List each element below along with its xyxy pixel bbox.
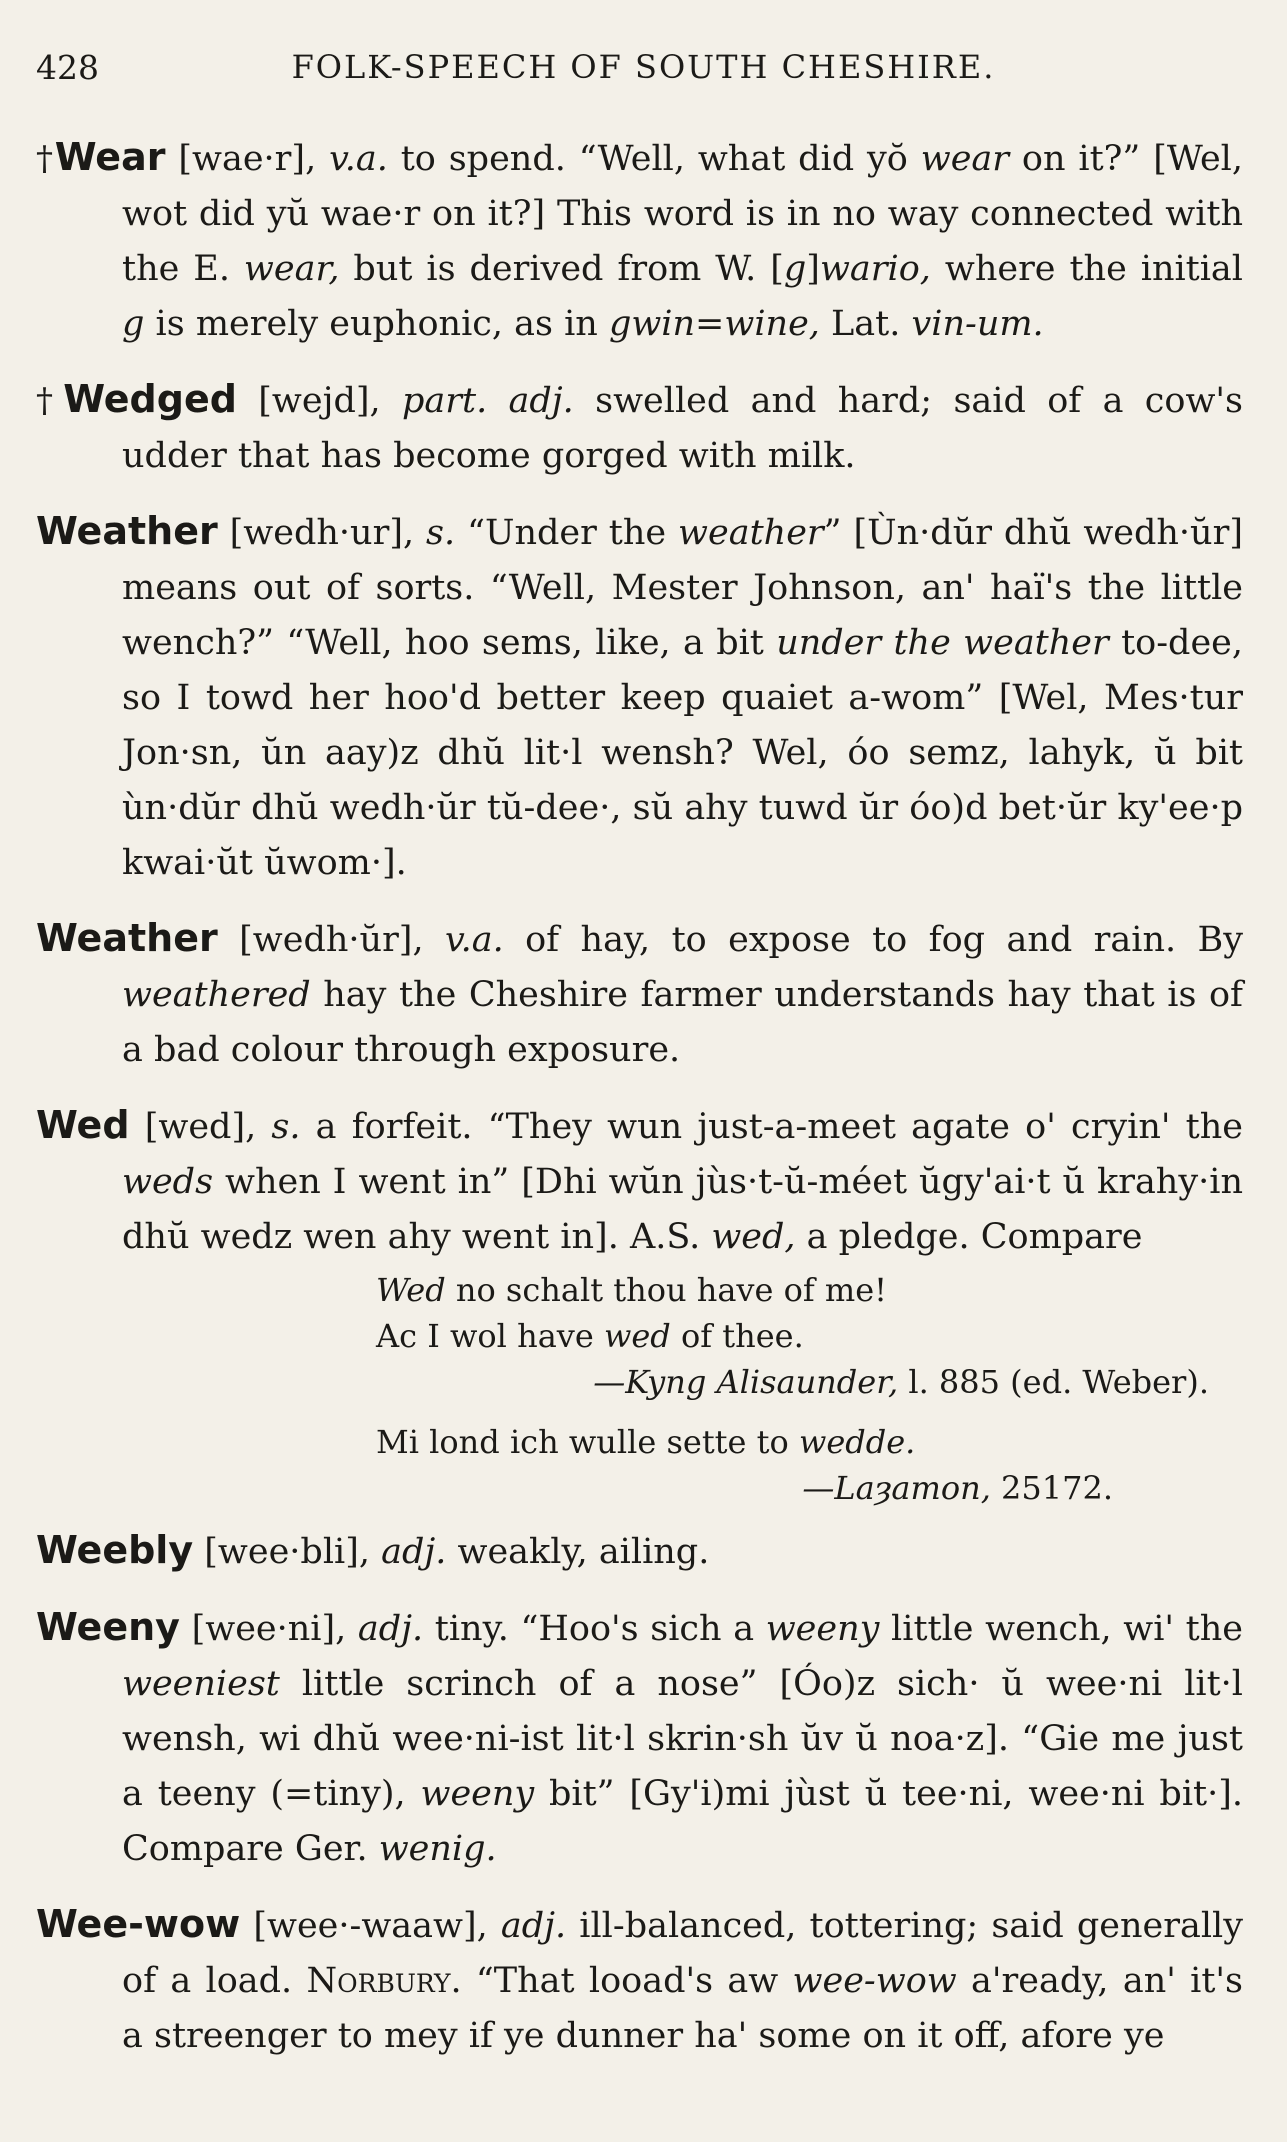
entry-wed: Wed [wed], s. a forfeit. “They wun just-a-meet agate o' cryin' the weds when I went in” [Dhi wŭn jùs·t-ŭ-méet ŭgy'ai·t ŭ krahy·in dhŭ wedz wen ahy went in]. A.S. wed, a pledge. Compare xyxy=(36,1103,1243,1257)
headword: Wedged xyxy=(63,377,237,421)
entry-weather-verb: Weather [wedh·ŭr], v.a. of hay, to expose to fog and rain. By weathered hay the Cheshire farmer understands hay that is of a bad colour through exposure. xyxy=(36,916,1243,1070)
headword: Weeny xyxy=(36,1605,180,1649)
quotation-kyng-alisaunder xyxy=(36,1267,1243,1511)
entries xyxy=(36,130,1243,2084)
headword: Weather xyxy=(36,916,218,960)
entry-wee-wow: Wee-wow [wee·-waaw], adj. ill-balanced, tottering; said generally of a load. Norbury. “That looad's aw wee-wow a'ready, an' it's a streenger to mey if ye dunner ha' some on it off, afore ye xyxy=(36,1902,1244,2056)
entry-weeny: Weeny [wee·ni], adj. tiny. “Hoo's sich a weeny little wench, wi' the weeniest little scrinch of a nose” [Óo)z sich· ŭ wee·ni lit·l wensh, wi dhŭ wee·ni-ist lit·l skrin·sh ŭv ŭ noa·z]. “Gie me just a teeny (=tiny), weeny bit” [Gy'i)mi jùst ŭ tee·ni, wee·ni bit·]. Compare Ger. wenig. xyxy=(36,1605,1243,1869)
headword: Weebly xyxy=(36,1528,194,1572)
entry-weebly: Weebly [wee·bli], adj. weakly, ailing. xyxy=(36,1528,710,1572)
entry-wedged: †Wedged [wejd], part. adj. swelled and hard; said of a cow's udder that has become gorged with milk. xyxy=(36,377,1243,476)
page-number: 428 xyxy=(36,48,99,87)
headword: Wee-wow xyxy=(36,1902,241,1946)
dagger-mark: † xyxy=(36,139,55,179)
headword: Wed xyxy=(36,1103,130,1147)
dagger-mark: † xyxy=(36,381,64,421)
running-title: FOLK-SPEECH OF SOUTH CHESHIRE. xyxy=(291,48,996,86)
headword: Weather xyxy=(36,509,218,553)
quote-line: Wed no schalt thou have of me! xyxy=(376,1271,888,1309)
quote-source: —Laȝamon, 25172. xyxy=(802,1469,1113,1507)
headword: Wear xyxy=(54,135,166,179)
entry-wear: †Wear [wae·r], v.a. to spend. “Well, what did yŏ wear on it?” [Wel, wot did yŭ wae·r on it?] This word is in no way connected with the E. wear, but is derived from W. [g]wario, where the initial g is merely euphonic, as in gwin=wine, Lat. vin-um. xyxy=(36,135,1243,344)
quote-source: —Kyng Alisaunder, l. 885 (ed. Weber). xyxy=(593,1363,1209,1401)
entry-weather-noun: Weather [wedh·ur], s. “Under the weather” [Ùn·dŭr dhŭ wedh·ŭr] means out of sorts. “Well, Mester Johnson, an' haï's the little wench?” “Well, hoo sems, like, a bit under the weather to-dee, so I towd her hoo'd better keep quaiet a-wom” [Wel, Mes·tur Jon·sn, ŭn aay)z dhŭ lit·l wensh? Wel, óo semz, lahyk, ŭ bit ùn·dŭr dhŭ wedh·ŭr tŭ-dee·, sŭ ahy tuwd ŭr óo)d bet·ŭr ky'ee·p kwai·ŭt ŭwom·]. xyxy=(36,509,1244,883)
quote-line: Mi lond ich wulle sette to wedde. xyxy=(376,1423,916,1461)
quote-line: Ac I wol have wed of thee. xyxy=(376,1317,804,1355)
page-header xyxy=(36,48,1251,88)
